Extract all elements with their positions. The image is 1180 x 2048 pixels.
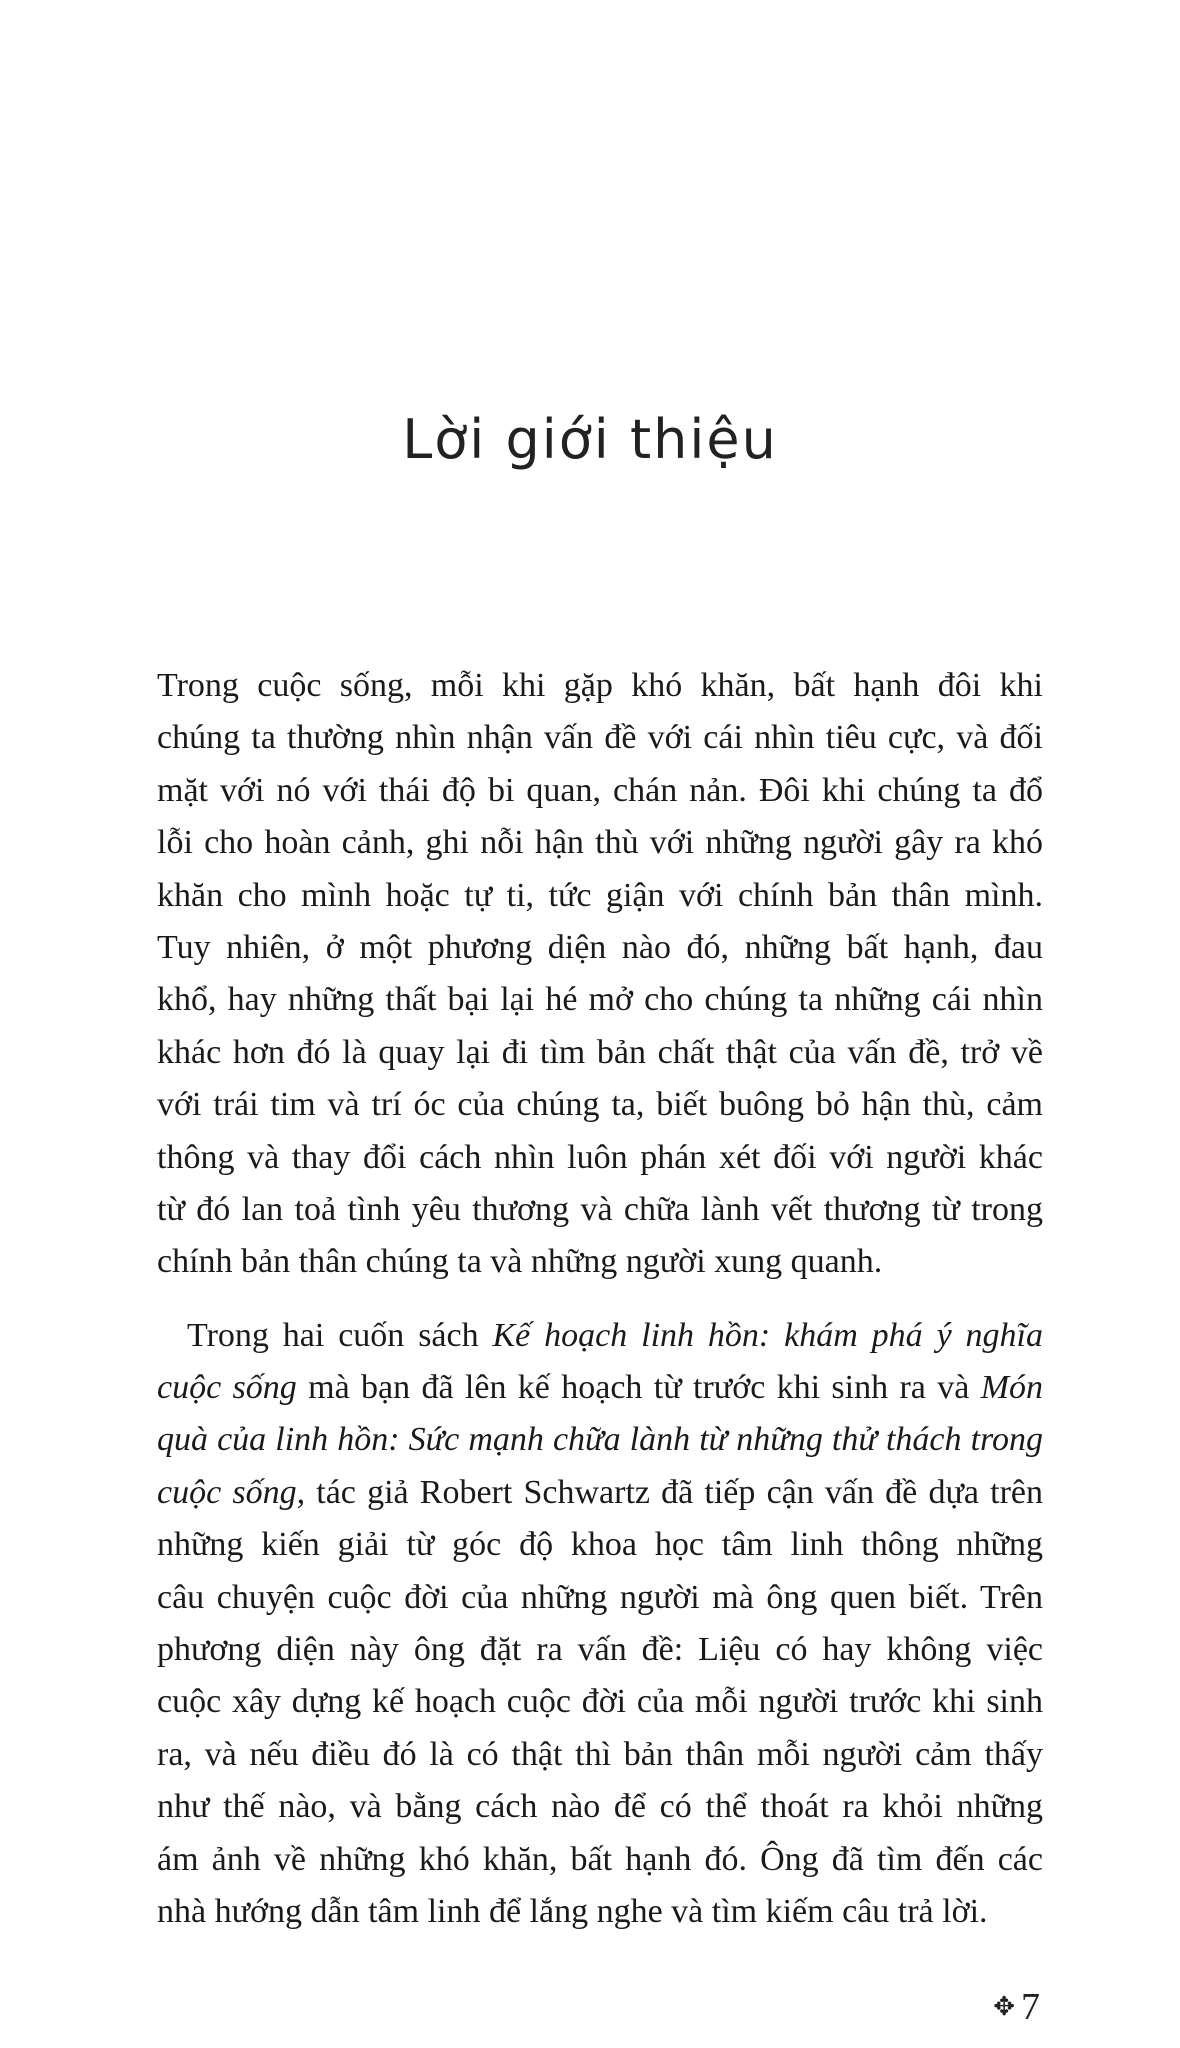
text-run: ra, và nếu điều đó là có thật thì bản thân mỗi người cảm thấy	[157, 1735, 1043, 1773]
text-run: khổ, hay những thất bại lại hé mở cho chúng ta những cái nhìn	[157, 981, 1043, 1019]
text-run: thông và thay đổi cách nhìn luôn phán xét đối với người khác	[157, 1138, 1043, 1176]
text-line	[157, 1414, 1043, 1466]
text-line	[157, 1572, 1043, 1624]
chapter-title: Lời giới thiệu	[402, 408, 778, 471]
text-line	[157, 712, 1043, 764]
text-run: ám ảnh về những khó khăn, bất hạnh đó. Ông đã tìm đến các	[157, 1840, 1043, 1878]
text-line	[157, 1467, 1043, 1519]
text-run: chúng ta thường nhìn nhận vấn đề với cái nhìn tiêu cực, và đối	[157, 719, 1043, 757]
text-line	[157, 660, 1043, 712]
text-run: Trong hai cuốn sách	[187, 1316, 493, 1354]
italic-text: Món	[980, 1369, 1043, 1407]
italic-text: quà của linh hồn: Sức mạnh chữa lành từ những thử thách trong	[157, 1421, 1043, 1459]
text-line	[157, 1362, 1043, 1414]
text-run: cuộc xây dựng kế hoạch cuộc đời của mỗi người trước khi sinh	[157, 1683, 1043, 1721]
text-line	[157, 1079, 1043, 1131]
text-run: tác giả Robert Schwartz đã tiếp cận vấn đề dựa trên	[305, 1473, 1043, 1511]
page-number: 7	[1021, 1986, 1040, 2028]
text-line	[157, 1184, 1043, 1236]
paragraph	[157, 1310, 1043, 1939]
text-run: câu chuyện cuộc đời của những người mà ông quen biết. Trên	[157, 1578, 1043, 1616]
paragraph	[157, 660, 1043, 1289]
body-text	[157, 660, 1043, 1959]
text-run: Trong cuộc sống, mỗi khi gặp khó khăn, bất hạnh đôi khi	[157, 667, 1043, 704]
text-line	[157, 1519, 1043, 1571]
text-line	[157, 1781, 1043, 1833]
text-run: nhà hướng dẫn tâm linh để lắng nghe và tìm kiếm câu trả lời.	[157, 1892, 988, 1930]
text-run: những kiến giải từ góc độ khoa học tâm linh thông những	[157, 1526, 1043, 1564]
text-run: từ đó lan toả tình yêu thương và chữa lành vết thương từ trong	[157, 1190, 1043, 1228]
italic-text: cuộc sống,	[157, 1473, 306, 1511]
text-run: lỗi cho hoàn cảnh, ghi nỗi hận thù với những người gây ra khó	[157, 824, 1043, 862]
text-line	[157, 1886, 1043, 1938]
text-run: với trái tim và trí óc của chúng ta, biết buông bỏ hận thù, cảm	[157, 1086, 1043, 1124]
text-run: khăn cho mình hoặc tự ti, tức giận với chính bản thân mình.	[157, 876, 1043, 914]
text-line	[157, 974, 1043, 1026]
text-run: mà bạn đã lên kế hoạch từ trước khi sinh ra và	[296, 1369, 981, 1407]
text-line	[157, 922, 1043, 974]
italic-text: cuộc sống	[157, 1369, 297, 1407]
text-run: Tuy nhiên, ở một phương diện nào đó, những bất hạnh, đau	[157, 928, 1043, 966]
text-line	[157, 765, 1043, 817]
text-line	[157, 1132, 1043, 1184]
italic-text: Kế hoạch linh hồn: khám phá ý nghĩa	[492, 1316, 1043, 1354]
text-run: khác hơn đó là quay lại đi tìm bản chất thật của vấn đề, trở về	[157, 1033, 1043, 1071]
text-line	[157, 870, 1043, 922]
text-line	[157, 1310, 1043, 1362]
text-line	[157, 1834, 1043, 1886]
text-line	[157, 1027, 1043, 1079]
text-line	[157, 1624, 1043, 1676]
ornament-icon: ✥	[993, 1992, 1015, 2022]
text-line	[157, 1676, 1043, 1728]
text-line	[157, 1729, 1043, 1781]
text-run: mặt với nó với thái độ bi quan, chán nản. Đôi khi chúng ta đổ	[157, 771, 1043, 809]
page-footer	[993, 1985, 1040, 2029]
text-line	[157, 817, 1043, 869]
text-run: chính bản thân chúng ta và những người xung quanh.	[157, 1243, 883, 1281]
text-run: như thế nào, và bằng cách nào để có thể thoát ra khỏi những	[157, 1788, 1043, 1826]
text-line	[157, 1236, 1043, 1288]
text-run: phương diện này ông đặt ra vấn đề: Liệu có hay không việc	[157, 1631, 1043, 1669]
